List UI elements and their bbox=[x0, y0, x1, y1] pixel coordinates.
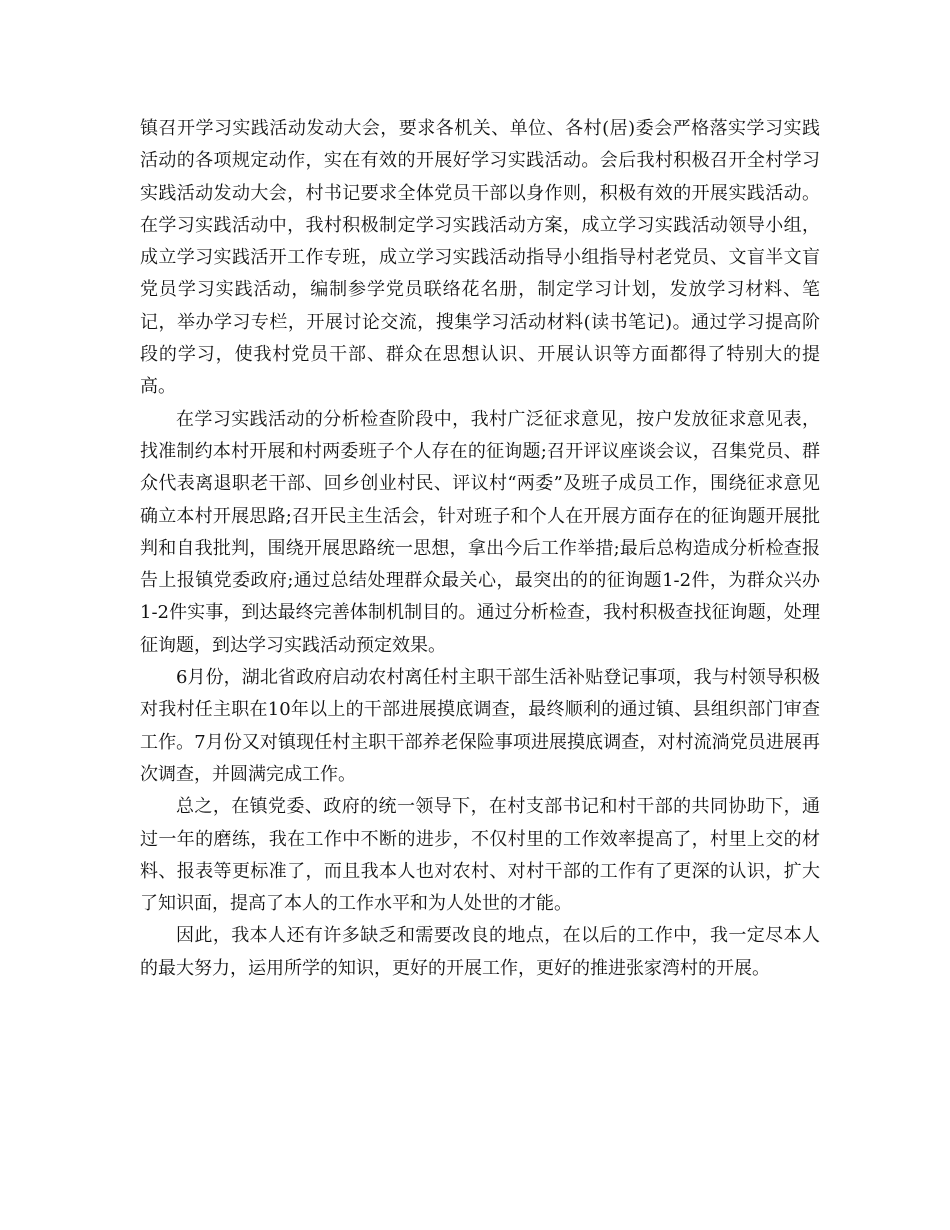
paragraph-1: 镇召开学习实践活动发动大会，要求各机关、单位、各村(居)委会严格落实学习实践活动的各项规定动作，实在有效的开展好学习实践活动。会后我村积极召开全村学习实践活动发动大会，村书记要求全体党员干部以身作则，积极有效的开展实践活动。在学习实践活动中，我村积极制定学习实践活动方案，成立学习实践活动领导小组，成立学习实践活开工作专班，成立学习实践活动指导小组指导村老党员、文盲半文盲党员学习实践活动，编制参学党员联络花名册，制定学习计划，发放学习材料、笔记，举办学习专栏，开展讨论交流，搜集学习活动材料(读书笔记)。通过学习提高阶段的学习，使我村党员干部、群众在思想认识、开展认识等方面都得了特别大的提高。 bbox=[140, 118, 820, 398]
paragraph-5: 因此，我本人还有许多缺乏和需要改良的地点，在以后的工作中，我一定尽本人的最大努力，运用所学的知识，更好的开展工作，更好的推进张家湾村的开展。 bbox=[140, 925, 820, 979]
document-body bbox=[140, 113, 820, 985]
paragraph-4: 总之，在镇党委、政府的统一领导下，在村支部书记和村干部的共同协助下，通过一年的磨练，我在工作中不断的进步，不仅村里的工作效率提高了，村里上交的材料、报表等更标准了，而且我本人也对农村、对村干部的工作有了更深的认识，扩大了知识面，提高了本人的工作水平和为人处世的才能。 bbox=[140, 796, 820, 915]
paragraph-2: 在学习实践活动的分析检查阶段中，我村广泛征求意见，按户发放征求意见表，找准制约本村开展和村两委班子个人存在的征询题;召开评议座谈会议，召集党员、群众代表离退职老干部、回乡创业村民、评议村“两委”及班子成员工作，围绕征求意见确立本村开展思路;召开民主生活会，针对班子和个人在开展方面存在的征询题开展批判和自我批判，围绕开展思路统一思想，拿出今后工作举措;最后总构造成分析检查报告上报镇党委政府;通过总结处理群众最关心，最突出的的征询题1-2件，为群众兴办1-2件实事，到达最终完善体制机制目的。通过分析检查，我村积极查找征询题，处理征询题，到达学习实践活动预定效果。 bbox=[140, 408, 820, 656]
paragraph-3: 6月份，湖北省政府启动农村离任村主职干部生活补贴登记事项，我与村领导积极对我村任主职在10年以上的干部进展摸底调查，最终顺利的通过镇、县组织部门审查工作。7月份又对镇现任村主职干部养老保险事项进展摸底调查，对村流淌党员进展再次调查，并圆满完成工作。 bbox=[140, 667, 820, 785]
